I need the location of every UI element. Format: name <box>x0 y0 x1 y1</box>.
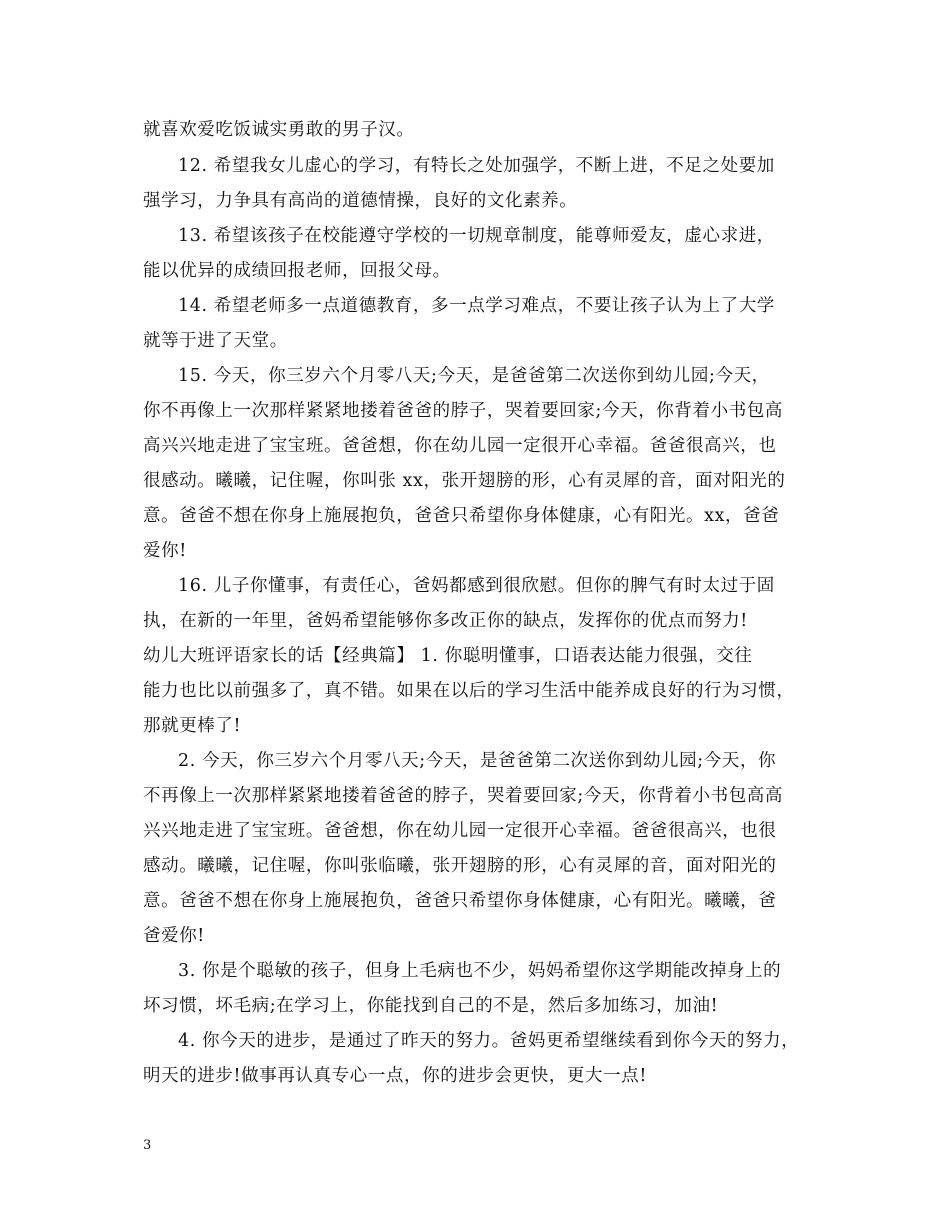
text-line: 就等于进了天堂。 <box>143 331 288 351</box>
text-line: 爸爱你! <box>143 926 205 946</box>
text-line: 能力也比以前强多了，真不错。如果在以后的学习生活中能养成良好的行为习惯， <box>143 681 795 701</box>
text-line: 兴兴地走进了宝宝班。爸爸想，你在幼儿园一定很开心幸福。爸爸很高兴，也很 <box>143 821 777 841</box>
text-line: 你不再像上一次那样紧紧地搂着爸爸的脖子，哭着要回家;今天，你背着小书包高 <box>143 401 783 421</box>
text-line: 强学习，力争具有高尚的道德情操，良好的文化素养。 <box>143 191 578 211</box>
text-line: 4. 你今天的进步，是通过了昨天的努力。爸妈更希望继续看到你今天的努力， <box>178 1031 800 1051</box>
text-line: 13. 希望该孩子在校能遵守学校的一切规章制度，能尊师爱友，虚心求进， <box>178 226 775 246</box>
text-line: 就喜欢爱吃饭诚实勇敢的男子汉。 <box>143 120 415 140</box>
text-line: 意。爸爸不想在你身上施展抱负，爸爸只希望你身体健康，心有阳光。xx，爸爸 <box>143 506 780 526</box>
text-line: 15. 今天，你三岁六个月零八天;今天，是爸爸第二次送你到幼儿园;今天， <box>178 366 770 386</box>
text-line: 能以优异的成绩回报老师，回报父母。 <box>143 261 451 281</box>
text-line: 感动。曦曦，记住喔，你叫张临曦，张开翅膀的形，心有灵犀的音，面对阳光的 <box>143 856 777 876</box>
text-line: 明天的进步!做事再认真专心一点，你的进步会更快，更大一点! <box>143 1066 647 1086</box>
text-line: 16. 儿子你懂事，有责任心，爸妈都感到很欣慰。但你的脾气有时太过于固 <box>178 576 775 596</box>
text-line: 3. 你是个聪敏的孩子，但身上毛病也不少，妈妈希望你这学期能改掉身上的 <box>178 961 782 981</box>
text-line: 12. 希望我女儿虚心的学习，有特长之处加强学，不断上进，不足之处要加 <box>178 156 775 176</box>
text-line: 高兴兴地走进了宝宝班。爸爸想，你在幼儿园一定很开心幸福。爸爸很高兴，也 <box>143 436 777 456</box>
text-line: 爱你! <box>143 541 187 561</box>
text-line: 那就更棒了! <box>143 716 242 736</box>
text-line: 很感动。曦曦，记住喔，你叫张 xx，张开翅膀的形，心有灵犀的音，面对阳光的 <box>143 471 786 491</box>
page-number: 3 <box>143 1138 152 1153</box>
text-line: 2. 今天，你三岁六个月零八天;今天，是爸爸第二次送你到幼儿园;今天，你 <box>178 751 777 771</box>
text-line: 14. 希望老师多一点道德教育，多一点学习难点，不要让孩子认为上了大学 <box>178 296 775 316</box>
text-line: 执，在新的一年里，爸妈希望能够你多改正你的缺点，发挥你的优点而努力! <box>143 611 748 631</box>
section-heading-line: 幼儿大班评语家长的话【经典篇】 1. 你聪明懂事，口语表达能力很强，交往 <box>143 646 753 666</box>
text-line: 意。爸爸不想在你身上施展抱负，爸爸只希望你身体健康，心有阳光。曦曦，爸 <box>143 891 777 911</box>
text-line: 不再像上一次那样紧紧地搂着爸爸的脖子，哭着要回家;今天，你背着小书包高高 <box>143 786 783 806</box>
text-line: 坏习惯，坏毛病;在学习上，你能找到自己的不是，然后多加练习，加油! <box>143 996 719 1016</box>
